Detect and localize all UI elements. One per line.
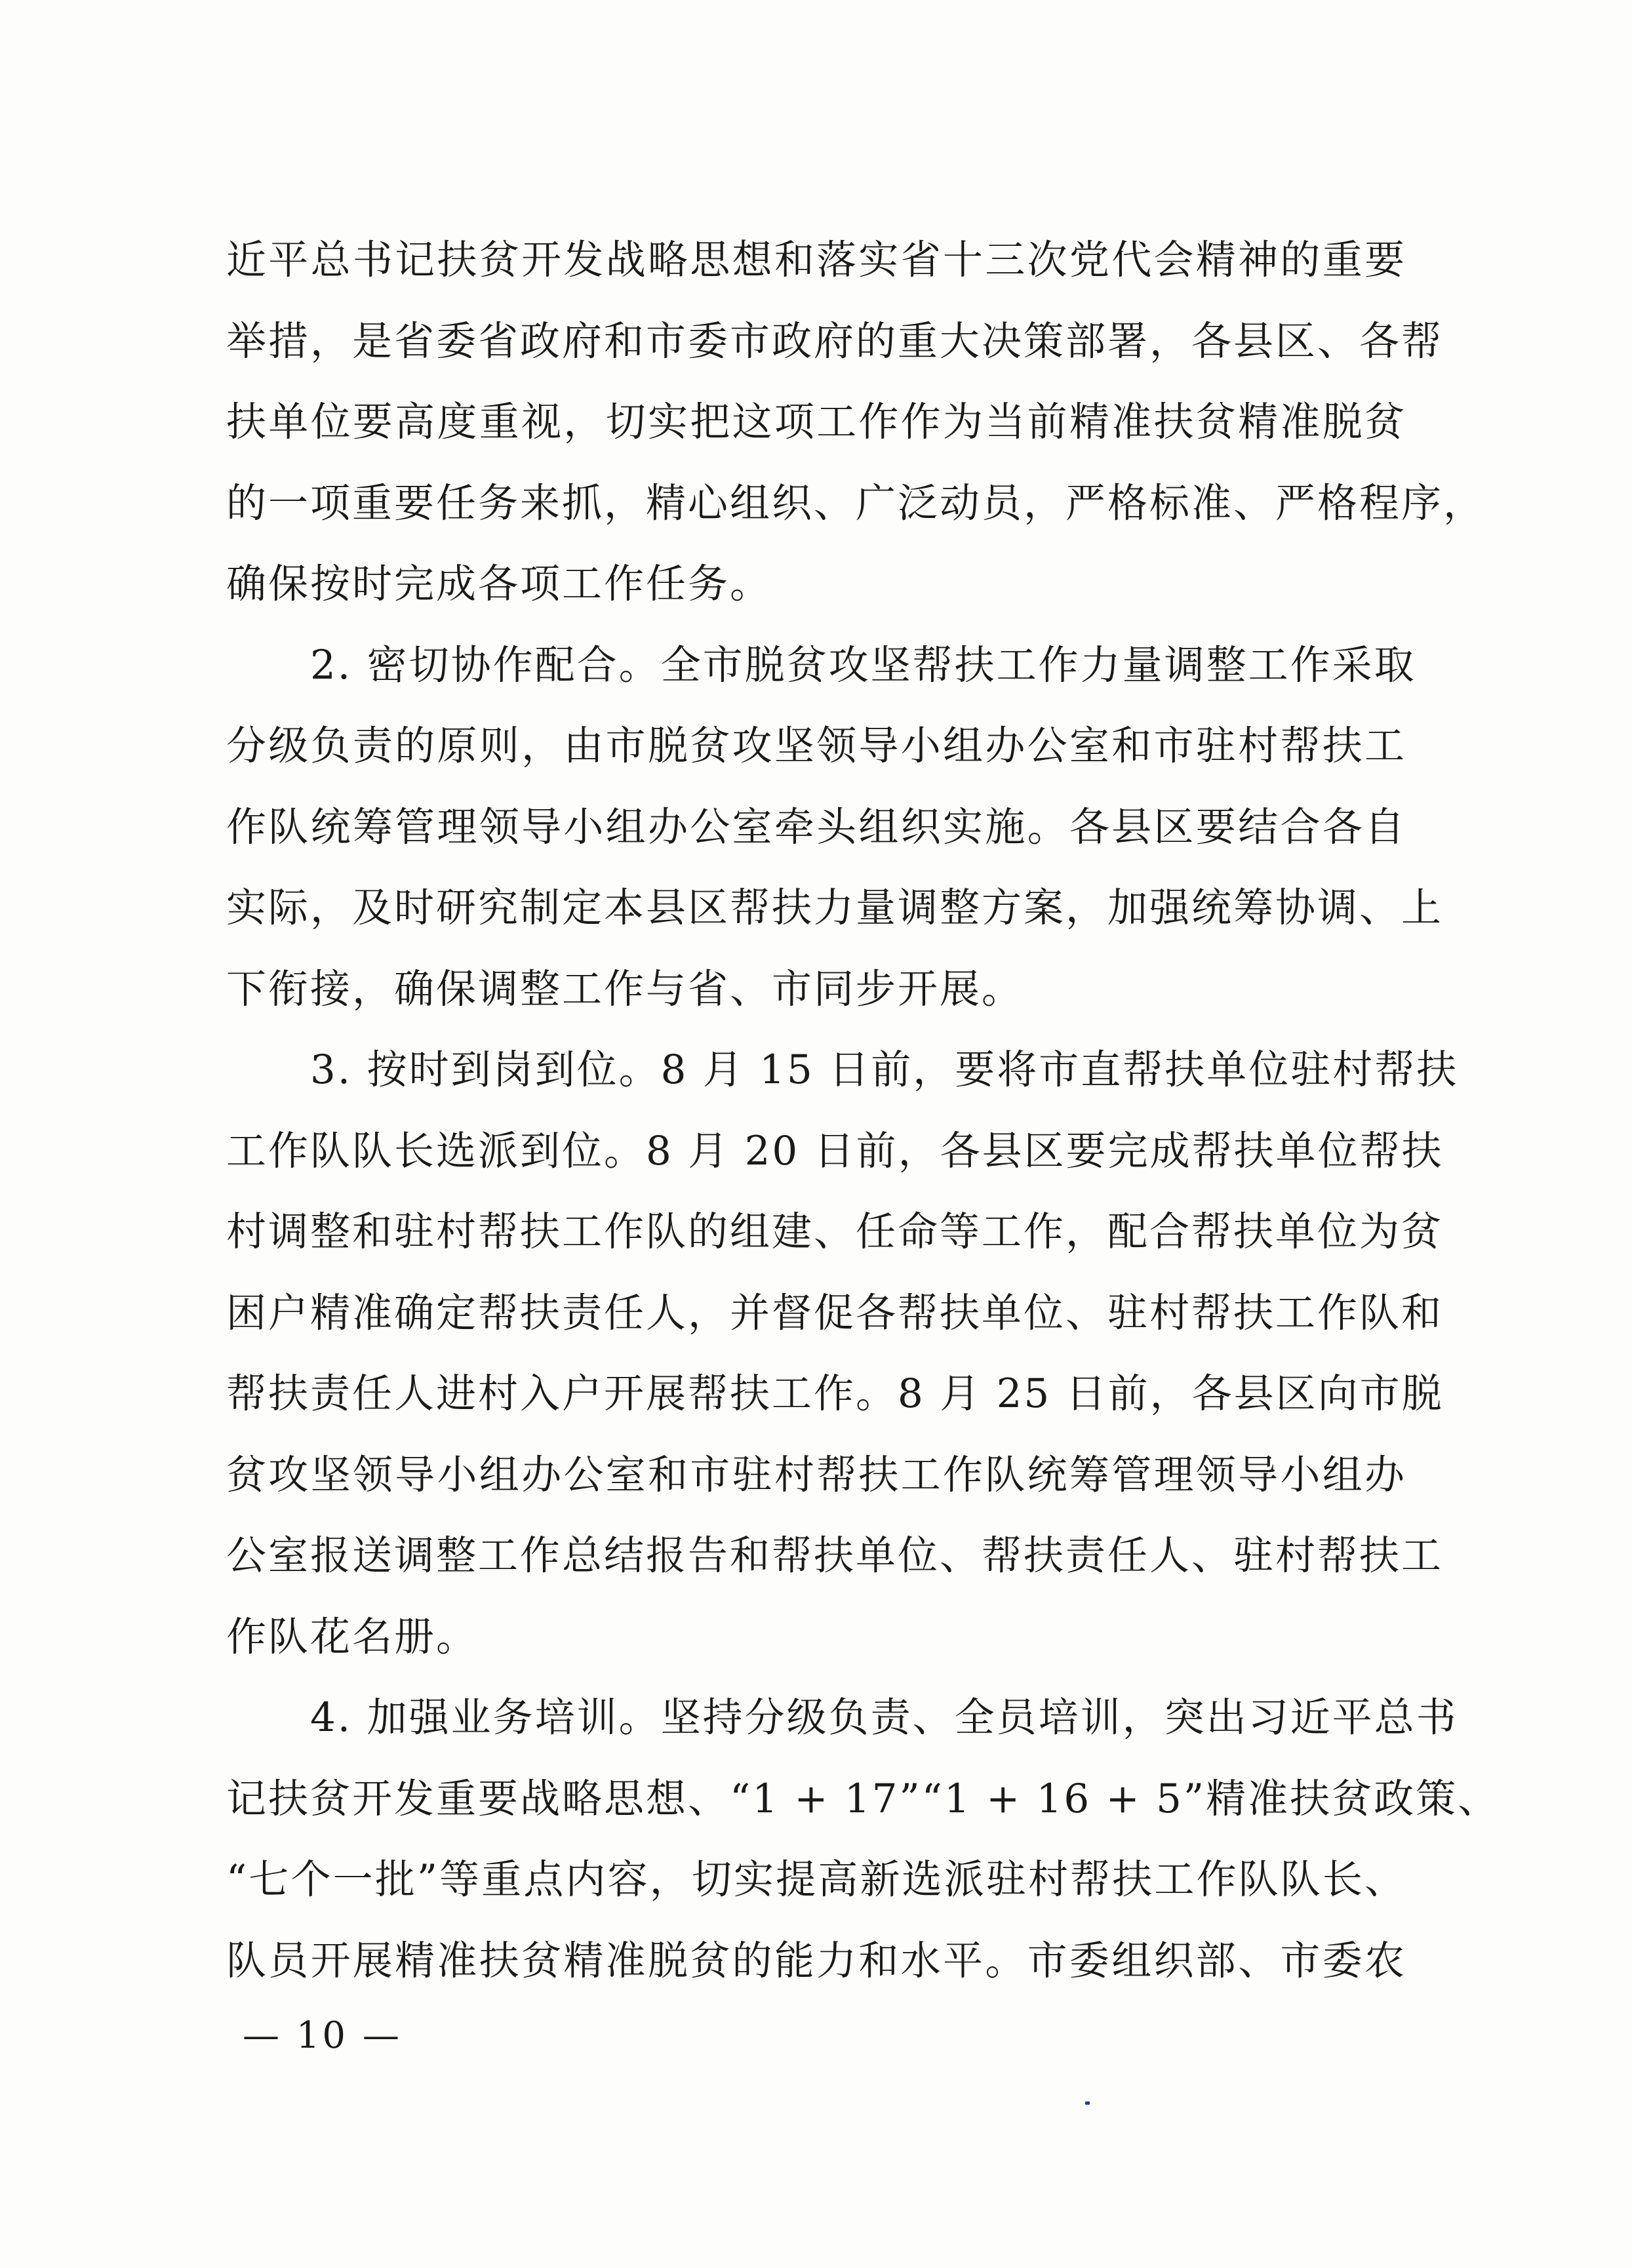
body-text (226, 220, 1500, 2001)
page-number: — 10 — (243, 2014, 402, 2057)
text-line: 公室报送调整工作总结报告和帮扶单位、帮扶责任人、驻村帮扶工 (226, 1532, 1444, 1579)
text-line: 下衔接，确保调整工作与省、市同步开展。 (226, 965, 1024, 1012)
text-line: 工作队队长选派到位。8 月 20 日前，各县区要完成帮扶单位帮扶 (226, 1127, 1444, 1174)
text-line: 村调整和驻村帮扶工作队的组建、任命等工作，配合帮扶单位为贫 (226, 1208, 1444, 1255)
text-line: 举措，是省委省政府和市委市政府的重大决策部署，各县区、各帮 (226, 317, 1444, 365)
text-line: 2. 密切协作配合。全市脱贫攻坚帮扶工作力量调整工作采取 (226, 641, 1416, 688)
text-line: 的一项重要任务来抓，精心组织、广泛动员，严格标准、严格程序， (226, 479, 1486, 527)
text-line: “七个一批”等重点内容，切实提高新选派驻村帮扶工作队队长、 (226, 1856, 1406, 1903)
scan-speck (1085, 2101, 1090, 2105)
text-line: 4. 加强业务培训。坚持分级负责、全员培训，突出习近平总书 (226, 1694, 1458, 1741)
text-line: 贫攻坚领导小组办公室和市驻村帮扶工作队统筹管理领导小组办 (226, 1451, 1406, 1498)
text-line: 作队统筹管理领导小组办公室牵头组织实施。各县区要结合各自 (226, 803, 1406, 850)
text-line: 3. 按时到岗到位。8 月 15 日前，要将市直帮扶单位驻村帮扶 (226, 1046, 1459, 1093)
text-line: 队员开展精准扶贫精准脱贫的能力和水平。市委组织部、市委农 (226, 1937, 1406, 1984)
text-line: 实际，及时研究制定本县区帮扶力量调整方案，加强统筹协调、上 (226, 885, 1444, 931)
text-line: 近平总书记扶贫开发战略思想和落实省十三次党代会精神的重要 (226, 237, 1406, 283)
text-line: 帮扶责任人进村入户开展帮扶工作。8 月 25 日前，各县区向市脱 (226, 1370, 1444, 1417)
text-line: 记扶贫开发重要战略思想、“1 + 17”“1 + 16 + 5”精准扶贫政策、 (226, 1775, 1500, 1822)
text-line: 扶单位要高度重视，切实把这项工作作为当前精准扶贫精准脱贫 (226, 399, 1406, 445)
text-line: 困户精准确定帮扶责任人，并督促各帮扶单位、驻村帮扶工作队和 (226, 1289, 1444, 1336)
text-line: 分级负责的原则，由市脱贫攻坚领导小组办公室和市驻村帮扶工 (226, 723, 1406, 769)
text-line: 确保按时完成各项工作任务。 (226, 561, 772, 607)
text-line: 作队花名册。 (226, 1613, 479, 1660)
